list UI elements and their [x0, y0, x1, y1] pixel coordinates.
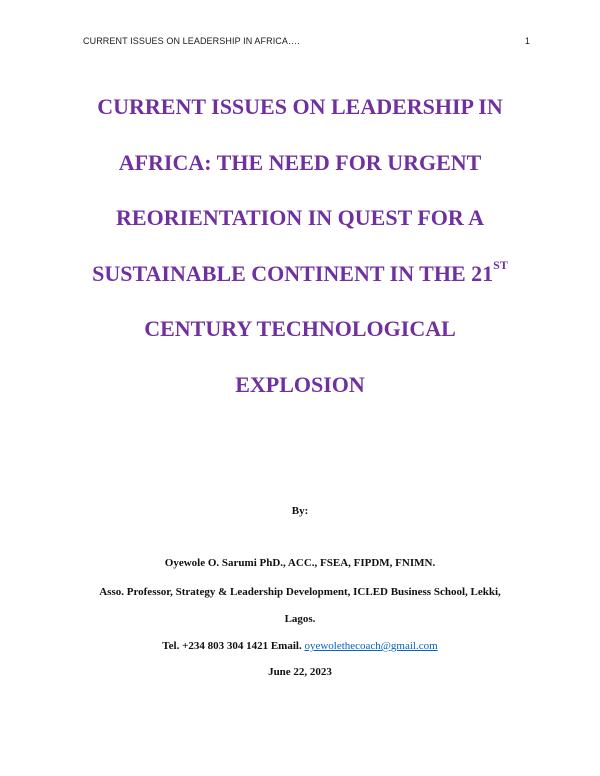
running-header	[83, 36, 530, 46]
page-number: 1	[524, 36, 530, 46]
title-line-1: CURRENT ISSUES ON LEADERSHIP IN	[97, 94, 503, 119]
title-superscript: ST	[493, 257, 508, 272]
title-line-5: CENTURY TECHNOLOGICAL	[144, 316, 456, 341]
title-line-4	[60, 257, 540, 291]
publication-date: June 22, 2023	[268, 666, 332, 678]
title-line-3: REORIENTATION IN QUEST FOR A	[116, 205, 484, 230]
author-name: Oyewole O. Sarumi PhD., ACC., FSEA, FIPDM, FNIMN.	[164, 557, 436, 569]
affiliation-line-2: Lagos.	[284, 613, 316, 625]
by-label: By:	[291, 505, 309, 517]
document-title	[60, 96, 540, 429]
title-line-2: AFRICA: THE NEED FOR URGENT	[118, 149, 482, 175]
email-link[interactable]: oyewolethecoach@gmail.com	[304, 640, 438, 652]
affiliation-line-1: Asso. Professor, Strategy & Leadership Development, ICLED Business School, Lekki,	[99, 586, 501, 598]
contact-prefix: Tel. +234 803 304 1421 Email.	[162, 640, 302, 652]
running-title: CURRENT ISSUES ON LEADERSHIP IN AFRICA….	[83, 36, 300, 46]
title-line-4-text: SUSTAINABLE CONTINENT IN THE 21	[92, 260, 494, 286]
title-line-6: EXPLOSION	[235, 371, 365, 397]
contact-line	[40, 640, 560, 652]
